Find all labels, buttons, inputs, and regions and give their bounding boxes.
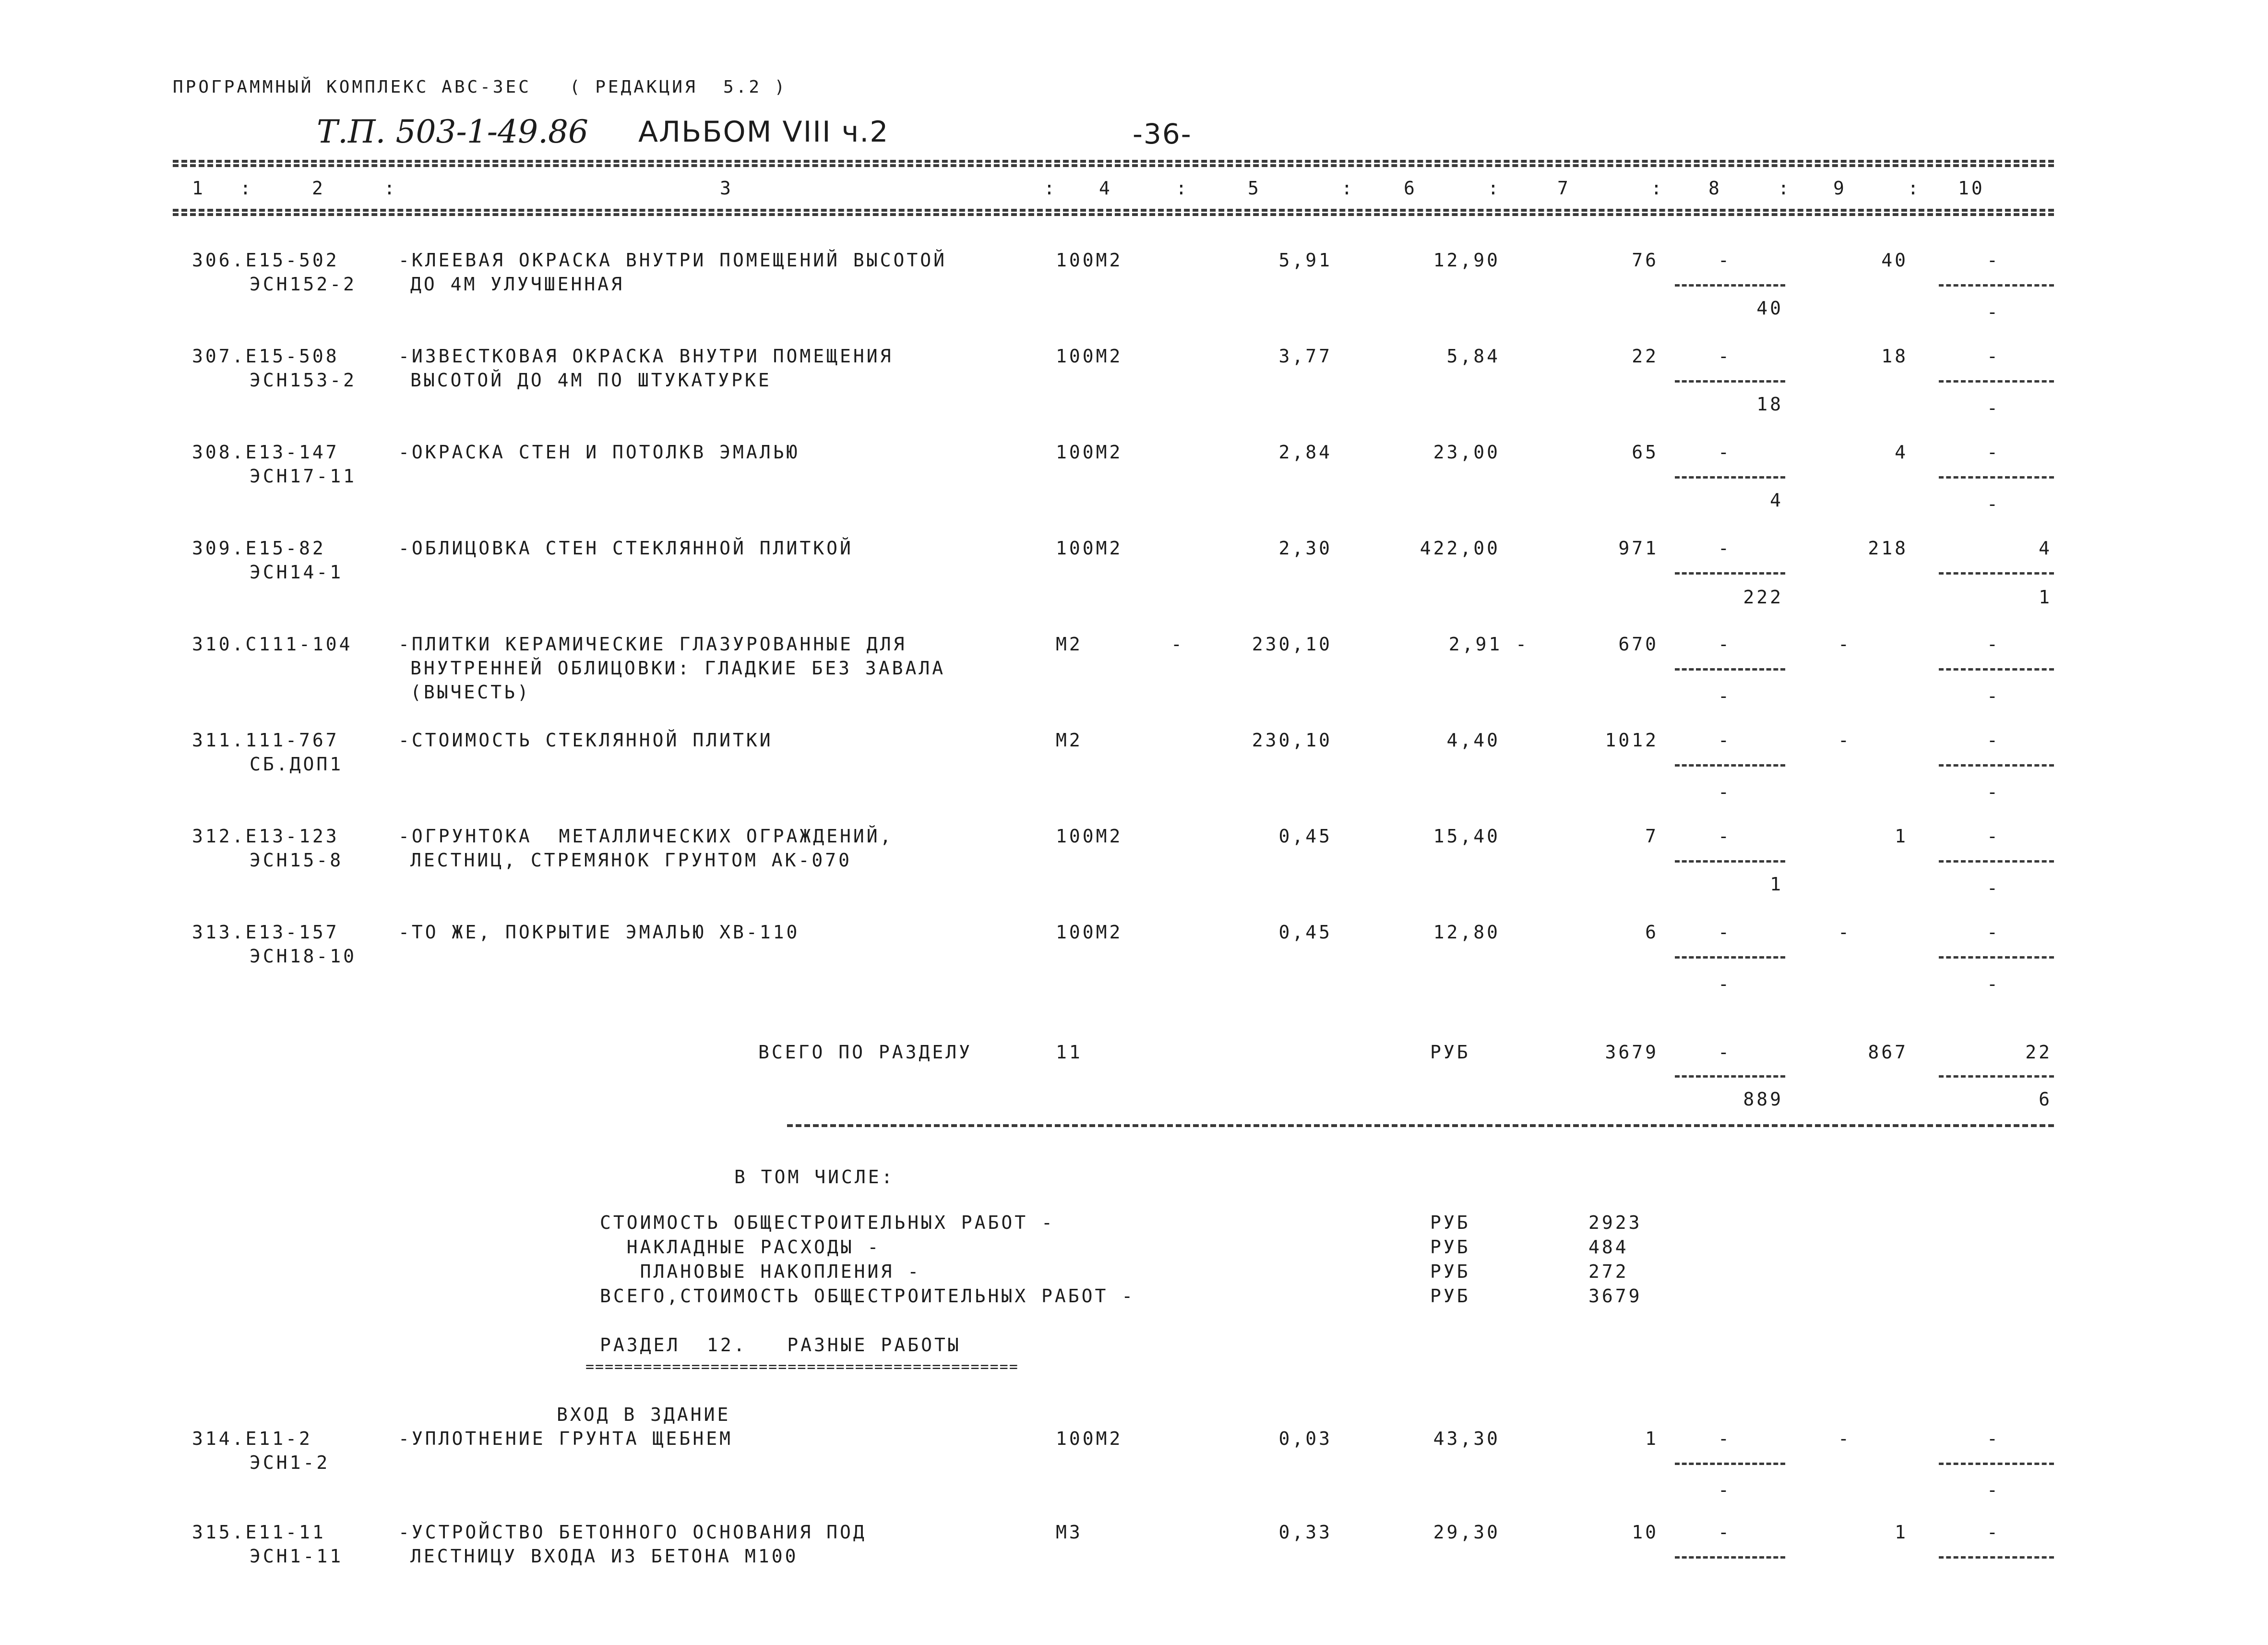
row-col8-bottom: -: [1718, 973, 1731, 995]
row-total: 10: [1632, 1522, 1659, 1543]
including-label: СТОИМОСТЬ ОБЩЕСТРОИТЕЛЬНЫХ РАБОТ -: [600, 1212, 1055, 1233]
row-total: 76: [1632, 250, 1659, 271]
fraction-rule: [1939, 380, 2054, 383]
row-col10-top: -: [1987, 922, 2000, 943]
row-col10-bottom: -: [1987, 685, 2000, 707]
fraction-rule: [1675, 956, 1785, 959]
row-col8-top: -: [1718, 538, 1731, 559]
fraction-rule: [1675, 1463, 1785, 1465]
column-separator: :: [384, 178, 397, 199]
row-col8-top: -: [1718, 730, 1731, 751]
row-total: 65: [1632, 442, 1659, 463]
row-unit: 100М2: [1056, 250, 1123, 271]
including-unit: РУБ: [1430, 1261, 1470, 1282]
column-header: 5: [1248, 178, 1261, 199]
column-header: 3: [720, 178, 733, 199]
row-col8-bottom: 222: [1743, 587, 1783, 608]
row-number: 311.111-767: [192, 730, 339, 751]
including-title: В ТОМ ЧИСЛЕ:: [734, 1166, 895, 1188]
row-code: ЭСН153-2: [250, 370, 357, 391]
row-col8-bottom: -: [1718, 685, 1731, 707]
row-description: -ОГРУНТОКА МЕТАЛЛИЧЕСКИХ ОГРАЖДЕНИЙ,: [398, 826, 894, 847]
row-code: ЭСН15-8: [250, 850, 344, 871]
row-description: -ПЛИТКИ КЕРАМИЧЕСКИЕ ГЛАЗУРОВАННЫЕ ДЛЯ: [398, 634, 907, 655]
row-code: ЭСН14-1: [250, 562, 344, 583]
section-total-col8-bottom: 889: [1743, 1089, 1783, 1110]
fraction-rule: [1675, 572, 1785, 575]
fraction-rule: [1675, 764, 1785, 767]
row-col9: -: [1838, 922, 1851, 943]
row-col9: -: [1838, 730, 1851, 751]
row-number: 307.Е15-508: [192, 346, 339, 367]
column-separator: :: [240, 178, 253, 199]
row-description: ВЫСОТОЙ ДО 4М ПО ШТУКАТУРКЕ: [410, 370, 772, 391]
including-value: 3679: [1588, 1285, 1642, 1307]
row-quantity: 0,03: [1278, 1428, 1332, 1449]
row-number: 313.Е13-157: [192, 922, 339, 943]
fraction-rule: [1939, 1463, 2054, 1465]
row-col8-top: -: [1718, 922, 1731, 943]
row-description: ЛЕСТНИЦУ ВХОДА ИЗ БЕТОНА М100: [410, 1546, 799, 1567]
row-number: 312.Е13-123: [192, 826, 339, 847]
row-unit: 100М2: [1056, 346, 1123, 367]
row-col10-bottom: -: [1987, 301, 2000, 323]
including-unit: РУБ: [1430, 1237, 1470, 1258]
row-description: -УСТРОЙСТВО БЕТОННОГО ОСНОВАНИЯ ПОД: [398, 1522, 867, 1543]
row-col10-top: -: [1987, 730, 2000, 751]
row-description: ДО 4М УЛУЧШЕННАЯ: [410, 274, 625, 295]
row-unit-price: 15,40: [1433, 826, 1500, 847]
row-description: -ОБЛИЦОВКА СТЕН СТЕКЛЯННОЙ ПЛИТКОЙ: [398, 538, 853, 559]
row-unit-price: 4,40: [1446, 730, 1500, 751]
header-rule-top-2: [173, 164, 2054, 167]
row-total: 7: [1645, 826, 1659, 847]
row-number: 310.С111-104: [192, 634, 353, 655]
row-col9: 40: [1881, 250, 1908, 271]
row-col8-bottom: 18: [1756, 394, 1783, 415]
row-code: СБ.ДОП1: [250, 754, 344, 775]
column-separator: :: [1044, 178, 1057, 199]
program-header: ПРОГРАММНЫЙ КОМПЛЕКС АВС-3ЕС ( РЕДАКЦИЯ 5.2 ): [173, 77, 788, 97]
section-subtitle: ВХОД В ЗДАНИЕ: [557, 1404, 731, 1425]
row-col9: 1: [1895, 826, 1908, 847]
section-total-col8-top: -: [1718, 1042, 1731, 1063]
including-value: 484: [1588, 1237, 1629, 1258]
column-header: 7: [1557, 178, 1571, 199]
row-quantity: 230,10: [1252, 730, 1332, 751]
fraction-rule: [1675, 476, 1785, 479]
row-col10-top: -: [1987, 442, 2000, 463]
section-total-rule: [787, 1124, 2054, 1127]
row-unit: 100М2: [1056, 922, 1123, 943]
column-separator: :: [1908, 178, 1921, 199]
row-col8-bottom: 1: [1770, 874, 1783, 895]
fraction-rule: [1939, 860, 2054, 863]
row-total: 1012: [1605, 730, 1659, 751]
row-unit-price: 29,30: [1433, 1522, 1500, 1543]
row-description: -КЛЕЕВАЯ ОКРАСКА ВНУТРИ ПОМЕЩЕНИЙ ВЫСОТОЙ: [398, 250, 947, 271]
fraction-rule: [1675, 668, 1785, 671]
row-col10-top: -: [1987, 826, 2000, 847]
including-label: НАКЛАДНЫЕ РАСХОДЫ -: [600, 1237, 881, 1258]
row-unit: 100М2: [1056, 538, 1123, 559]
row-col10-top: -: [1987, 1428, 2000, 1449]
row-unit: М2: [1056, 730, 1083, 751]
fraction-rule: [1675, 284, 1785, 287]
row-quantity: 2,30: [1278, 538, 1332, 559]
row-quantity: 0,45: [1278, 826, 1332, 847]
header-rule-bottom-2: [173, 213, 2054, 216]
row-col9: 218: [1868, 538, 1908, 559]
row-col9: -: [1838, 1428, 1851, 1449]
row-code: ЭСН152-2: [250, 274, 357, 295]
row-col8-top: -: [1718, 250, 1731, 271]
row-col9: 4: [1895, 442, 1908, 463]
column-header: 10: [1958, 178, 1985, 199]
row-unit: 100М2: [1056, 442, 1123, 463]
row-quantity: 230,10: [1252, 634, 1332, 655]
fraction-rule: [1939, 476, 2054, 479]
fraction-rule: [1675, 1556, 1785, 1559]
fraction-rule: [1675, 1075, 1785, 1078]
including-value: 2923: [1588, 1212, 1642, 1233]
column-separator: :: [1651, 178, 1664, 199]
including-unit: РУБ: [1430, 1212, 1470, 1233]
row-number: 315.Е11-11: [192, 1522, 326, 1543]
row-col10-bottom: -: [1987, 877, 2000, 899]
fraction-rule: [1939, 668, 2054, 671]
row-number: 309.Е15-82: [192, 538, 326, 559]
document-code: Т.П. 503-1-49.86: [317, 113, 589, 150]
row-unit: М2: [1056, 634, 1083, 655]
row-number: 314.Е11-2: [192, 1428, 312, 1449]
column-header: 4: [1099, 178, 1112, 199]
row-col8-bottom: -: [1718, 1479, 1731, 1501]
fraction-rule: [1939, 1075, 2054, 1078]
fraction-rule: [1939, 1556, 2054, 1559]
row-unit-price: 12,90: [1433, 250, 1500, 271]
column-header: 2: [312, 178, 325, 199]
column-header: 1: [192, 178, 205, 199]
row-unit-mark: -: [1171, 634, 1184, 655]
fraction-rule: [1939, 956, 2054, 959]
section-total-value: 3679: [1605, 1042, 1659, 1063]
section-title-underline: =============================================: [585, 1358, 1019, 1375]
row-description: -ОКРАСКА СТЕН И ПОТОЛКВ ЭМАЛЬЮ: [398, 442, 800, 463]
row-unit-price: 5,84: [1446, 346, 1500, 367]
row-quantity: 3,77: [1278, 346, 1332, 367]
row-quantity: 5,91: [1278, 250, 1332, 271]
row-col9: 18: [1881, 346, 1908, 367]
row-description: -УПЛОТНЕНИЕ ГРУНТА ЩЕБНЕМ: [398, 1428, 733, 1449]
row-unit-price: 23,00: [1433, 442, 1500, 463]
fraction-rule: [1675, 860, 1785, 863]
including-label: ВСЕГО,СТОИМОСТЬ ОБЩЕСТРОИТЕЛЬНЫХ РАБОТ -: [600, 1285, 1135, 1307]
row-col8-bottom: -: [1718, 781, 1731, 803]
page-number: -36-: [1133, 118, 1192, 150]
row-col10-bottom: -: [1987, 397, 2000, 419]
row-total: 670: [1618, 634, 1659, 655]
row-col10-bottom: -: [1987, 781, 2000, 803]
section-total-unit: РУБ: [1430, 1042, 1470, 1063]
row-total: 6: [1645, 922, 1659, 943]
row-col8-bottom: 40: [1756, 298, 1783, 319]
section-total-label: ВСЕГО ПО РАЗДЕЛУ: [758, 1042, 973, 1063]
row-total: 22: [1632, 346, 1659, 367]
column-header: 8: [1708, 178, 1722, 199]
section-total-number: 11: [1056, 1042, 1083, 1063]
row-col10-bottom: 1: [2039, 587, 2052, 608]
row-total: 971: [1618, 538, 1659, 559]
fraction-rule: [1939, 764, 2054, 767]
row-col8-top: -: [1718, 634, 1731, 655]
row-col8-top: -: [1718, 1428, 1731, 1449]
row-unit-price: 43,30: [1433, 1428, 1500, 1449]
including-label: ПЛАНОВЫЕ НАКОПЛЕНИЯ -: [600, 1261, 921, 1282]
including-value: 272: [1588, 1261, 1629, 1282]
row-col10-bottom: -: [1987, 493, 2000, 515]
row-col8-bottom: 4: [1770, 490, 1783, 511]
section-total-col9: 867: [1868, 1042, 1908, 1063]
row-col9: -: [1838, 634, 1851, 655]
row-description: -ТО ЖЕ, ПОКРЫТИЕ ЭМАЛЬЮ ХВ-110: [398, 922, 800, 943]
row-description: (ВЫЧЕСТЬ): [410, 682, 531, 703]
row-quantity: 2,84: [1278, 442, 1332, 463]
row-col8-top: -: [1718, 826, 1731, 847]
fraction-rule: [1939, 572, 2054, 575]
row-code: ЭСН17-11: [250, 466, 357, 487]
row-description: ЛЕСТНИЦ, СТРЕМЯНОК ГРУНТОМ АК-070: [410, 850, 852, 871]
row-col10-bottom: -: [1987, 1479, 2000, 1501]
fraction-rule: [1675, 380, 1785, 383]
row-number: 306.Е15-502: [192, 250, 339, 271]
row-description: ВНУТРЕННЕЙ ОБЛИЦОВКИ: ГЛАДКИЕ БЕЗ ЗАВАЛА: [410, 658, 946, 679]
row-unit: 100М2: [1056, 1428, 1123, 1449]
header-rule-top: [173, 160, 2054, 163]
row-code: ЭСН18-10: [250, 946, 357, 967]
row-description: -ИЗВЕСТКОВАЯ ОКРАСКА ВНУТРИ ПОМЕЩЕНИЯ: [398, 346, 894, 367]
album-label: АЛЬБОМ VIII ч.2: [638, 115, 889, 149]
section-total-col10-bottom: 6: [2039, 1089, 2052, 1110]
row-col10-top: 4: [2039, 538, 2052, 559]
row-number: 308.Е13-147: [192, 442, 339, 463]
row-code: ЭСН1-11: [250, 1546, 344, 1567]
column-separator: :: [1488, 178, 1501, 199]
column-header: 6: [1404, 178, 1417, 199]
row-col10-top: -: [1987, 634, 2000, 655]
column-separator: :: [1341, 178, 1355, 199]
column-separator: :: [1176, 178, 1189, 199]
row-col10-bottom: -: [1987, 973, 2000, 995]
section-title: РАЗДЕЛ 12. РАЗНЫЕ РАБОТЫ: [600, 1334, 961, 1356]
row-unit: М3: [1056, 1522, 1083, 1543]
row-code: ЭСН1-2: [250, 1452, 330, 1473]
row-col8-top: -: [1718, 1522, 1731, 1543]
including-unit: РУБ: [1430, 1285, 1470, 1307]
row-col8-top: -: [1718, 442, 1731, 463]
column-header: 9: [1833, 178, 1847, 199]
row-col8-top: -: [1718, 346, 1731, 367]
row-total: 1: [1645, 1428, 1659, 1449]
row-col9: 1: [1895, 1522, 1908, 1543]
row-quantity: 0,33: [1278, 1522, 1332, 1543]
column-separator: :: [1778, 178, 1791, 199]
row-unit-price: 422,00: [1420, 538, 1500, 559]
row-unit: 100М2: [1056, 826, 1123, 847]
row-description: -СТОИМОСТЬ СТЕКЛЯННОЙ ПЛИТКИ: [398, 730, 773, 751]
row-unit-price: 2,91 -: [1448, 634, 1529, 655]
row-quantity: 0,45: [1278, 922, 1332, 943]
row-col10-top: -: [1987, 250, 2000, 271]
row-unit-price: 12,80: [1433, 922, 1500, 943]
row-col10-top: -: [1987, 1522, 2000, 1543]
fraction-rule: [1939, 284, 2054, 287]
section-total-col10-top: 22: [2025, 1042, 2052, 1063]
header-rule-bottom: [173, 209, 2054, 212]
row-col10-top: -: [1987, 346, 2000, 367]
